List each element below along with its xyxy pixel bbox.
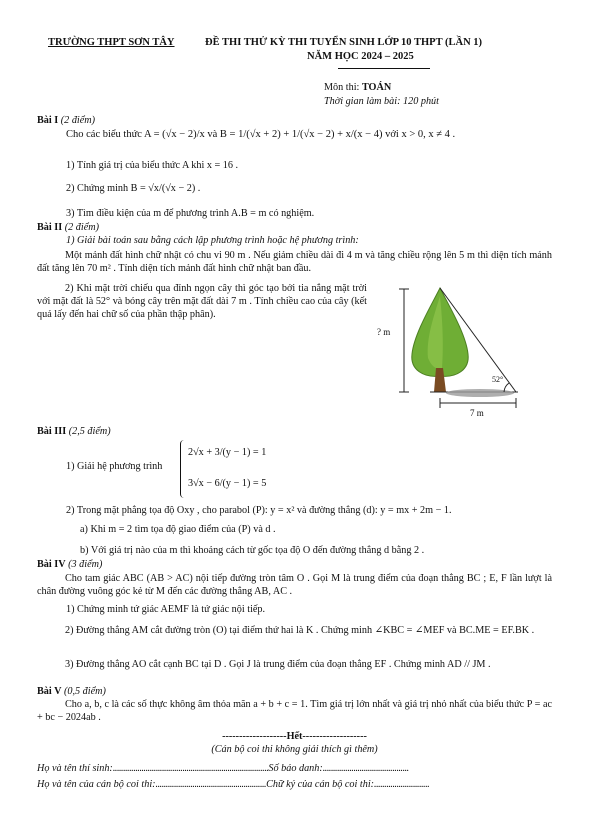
proctor-note: (Cán bộ coi thi không giải thích gì thêm) (211, 744, 378, 755)
school-name: TRƯỜNG THPT SƠN TÂY (48, 37, 175, 48)
bai5-title: Bài V (37, 686, 62, 697)
bai3-q2b: b) Với giá trị nào của m thì khoảng cách từ gốc tọa độ O đến đường thẳng d bằng 2 . (80, 545, 425, 556)
figure-angle-label: 52° (492, 375, 504, 384)
bai3-title: Bài III (37, 426, 67, 437)
proctor-line: Họ và tên của cán bộ coi thi:......................................................Chữ ký của cán bộ coi thi:........................... (37, 779, 430, 790)
subject-name: TOÁN (361, 82, 392, 93)
proctor-sign-label: Chữ ký của cán bộ coi thi: (266, 779, 375, 790)
bai2-sub2-text: 2) Khi mặt trời chiếu qua đỉnh ngọn cây thì góc tạo bởi tia nắng mặt trời với mặt đất là 52° và bóng cây trên mặt đất dài 7 m . Tính chiều cao của cây (kết quả lấy đến hai chữ số của phần thập phân). (37, 283, 367, 321)
bai4-intro: Cho tam giác ABC (AB > AC) nội tiếp đường tròn tâm O . Gọi M là trung điểm của đoạn thẳng BC ; E, F lần lượt là chân đường vuông góc kẻ từ M đến các đường thẳng AB, AC . (37, 573, 552, 598)
school-year: NĂM HỌC 2024 – 2025 (307, 51, 414, 62)
end-marker: -------------------Hết------------------- (222, 731, 367, 742)
figure-height-label: ? m (377, 327, 391, 337)
exam-time: Thời gian làm bài: 120 phút (324, 96, 439, 107)
bai2-sub1-title: 1) Giải bài toán sau bằng cách lập phương trình hoặc hệ phương trình: (66, 235, 359, 246)
tree-shadow-figure (372, 282, 532, 422)
proctor-name-label: Họ và tên của cán bộ coi thi: (37, 779, 156, 790)
system-brace (180, 440, 187, 498)
subject-line (324, 81, 391, 94)
candidate-name-line: Họ và tên thí sinh:............................................................................Số báo danh:.......................................... (37, 763, 409, 774)
bai2-heading (37, 221, 99, 234)
bai3-q2a: a) Khi m = 2 tìm tọa độ giao điểm của (P) và d . (80, 524, 276, 535)
candidate-id-label: Số báo danh: (268, 763, 323, 774)
subject-label: Môn thi: (324, 82, 360, 93)
bai2-points: (2 điểm) (64, 222, 99, 233)
bai3-eq1: 2√x + 3/(y − 1) = 1 (188, 447, 267, 458)
exam-title: ĐỀ THI THỬ KỲ THI TUYỂN SINH LỚP 10 THPT (LẦN 1) (205, 37, 483, 48)
bai1-heading (37, 114, 95, 127)
bai3-points: (2,5 điểm) (68, 426, 111, 437)
candidate-name-label: Họ và tên thí sinh: (37, 763, 113, 774)
bai1-q2: 2) Chứng minh B = √x/(√x − 2) . (66, 183, 201, 194)
bai1-q3: 3) Tìm điều kiện của m để phương trình A.B = m có nghiệm. (66, 208, 315, 219)
bai4-q3: 3) Đường thẳng AO cắt cạnh BC tại D . Gọi J là trung điểm của đoạn thẳng EF . Chứng minh AD // JM . (65, 659, 491, 670)
figure-shadow-label: 7 m (470, 408, 484, 418)
bai3-heading (37, 425, 111, 438)
bai2-title: Bài II (37, 222, 63, 233)
bai1-points: (2 điểm) (60, 115, 96, 126)
bai1-q1: 1) Tính giá trị của biểu thức A khi x = 16 . (66, 160, 239, 171)
bai5-heading (37, 685, 106, 698)
bai2-sub1-text: Một mảnh đất hình chữ nhật có chu vi 90 m . Nếu giảm chiều dài đi 4 m và tăng chiều rộng lên 5 m thì diện tích mảnh đất tăng lên 70 m² . Tính diện tích mảnh đất hình chữ nhật ban đầu. (37, 250, 552, 275)
bai1-title: Bài I (37, 115, 59, 126)
bai4-heading (37, 558, 102, 571)
bai4-points: (3 điểm) (68, 559, 103, 570)
bai5-text: Cho a, b, c là các số thực không âm thỏa mãn a + b + c = 1. Tìm giá trị lớn nhất và giá trị nhỏ nhất của biểu thức P = ac + bc − 2024ab . (37, 699, 552, 724)
bai1-intro: Cho các biểu thức A = (√x − 2)/x và B = 1/(√x + 2) + 1/(√x − 2) + x/(x − 4) với x > 0, x ≠ 4 . (66, 129, 456, 140)
bai5-points: (0,5 điểm) (64, 686, 106, 697)
bai3-q1-label: 1) Giải hệ phương trình (66, 461, 163, 472)
bai4-title: Bài IV (37, 559, 66, 570)
title-underline (338, 68, 430, 69)
bai4-q2: 2) Đường thẳng AM cắt đường tròn (O) tại điểm thứ hai là K . Chứng minh ∠KBC = ∠MEF và BC.ME = EF.BK . (65, 625, 535, 636)
bai4-q1: 1) Chứng minh tứ giác AEMF là tứ giác nội tiếp. (66, 604, 266, 615)
bai3-q2: 2) Trong mặt phẳng tọa độ Oxy , cho parabol (P): y = x² và đường thẳng (d): y = mx + 2m − 1. (66, 505, 452, 516)
bai3-eq2: 3√x − 6/(y − 1) = 5 (188, 478, 267, 489)
